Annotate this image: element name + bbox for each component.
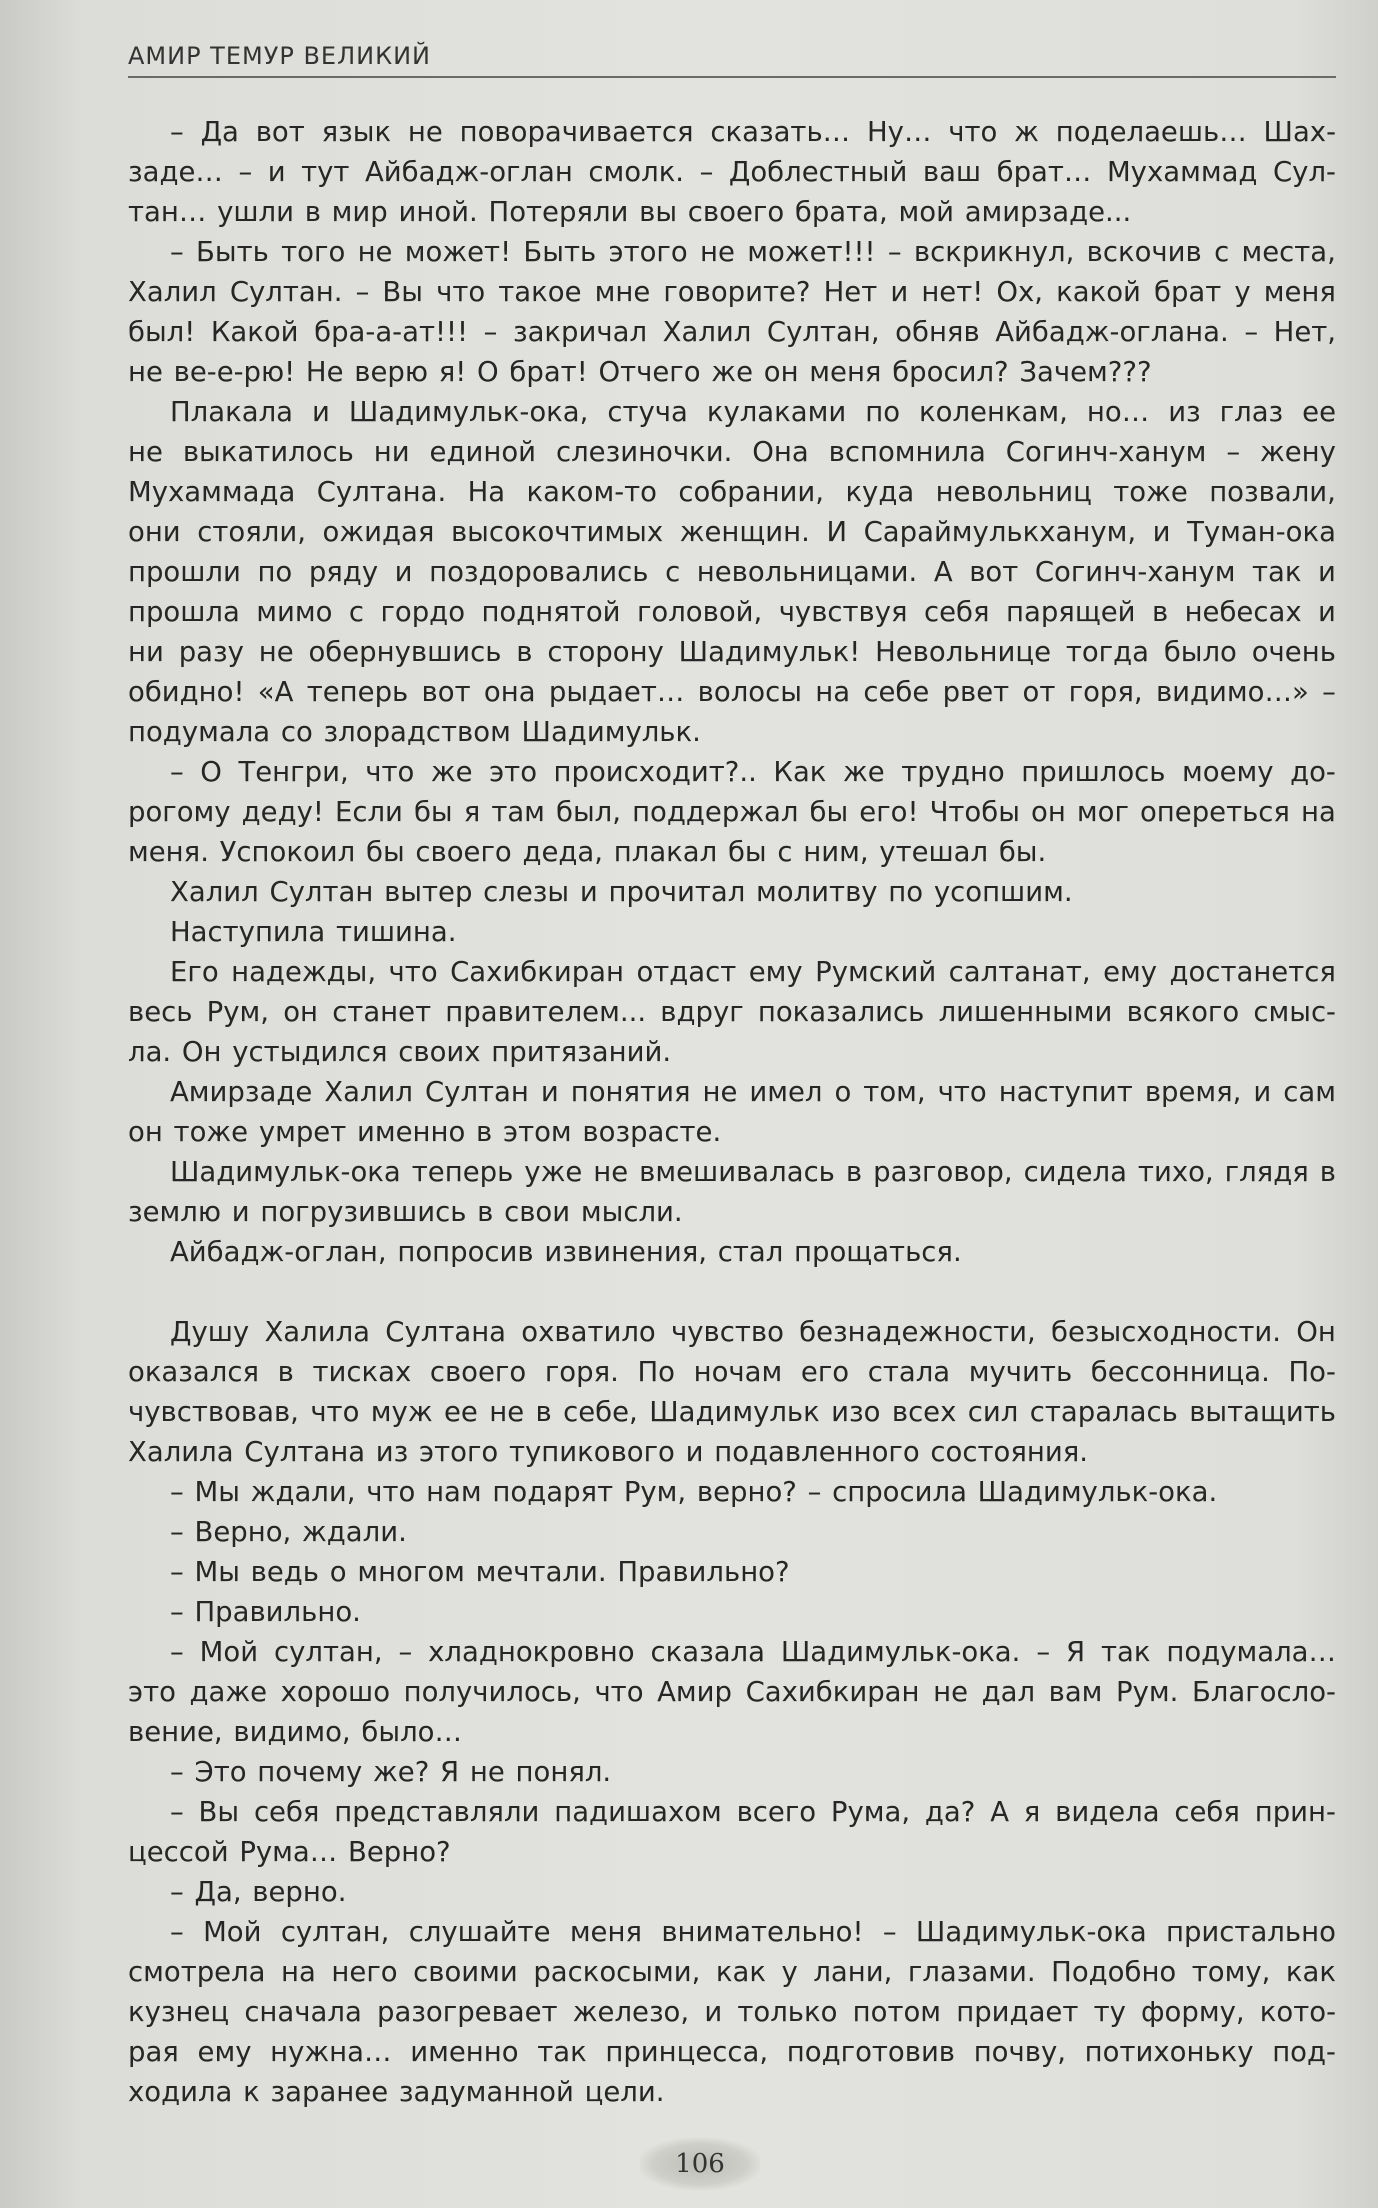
line-text: вение, видимо, было… <box>128 1716 462 1748</box>
line-text: цессой Рума… Верно? <box>128 1836 451 1868</box>
text-line <box>128 1272 1336 1312</box>
text-line <box>128 472 1336 512</box>
text-line <box>128 632 1336 672</box>
text-line <box>128 1072 1336 1112</box>
text-line <box>128 1712 1336 1752</box>
text-line <box>128 352 1336 392</box>
line-text: обидно! «А теперь вот она рыдает… волосы на себе рвет от горя, видимо…» – <box>128 676 1336 708</box>
text-line <box>128 552 1336 592</box>
line-text: – Вы себя представляли падишахом всего Рума, да? А я видела себя прин- <box>170 1796 1336 1828</box>
line-text: Его надежды, что Сахибкиран отдаст ему Румский салтанат, ему достанется <box>170 956 1336 988</box>
text-line <box>128 1392 1336 1432</box>
text-line <box>128 1352 1336 1392</box>
line-text: ла. Он устыдился своих притязаний. <box>128 1036 672 1068</box>
line-text: – Мы ждали, что нам подарят Рум, верно? – спросила Шадимульк-ока. <box>170 1476 1218 1508</box>
body-text <box>128 112 1336 2112</box>
text-line <box>128 1832 1336 1872</box>
text-line <box>128 872 1336 912</box>
line-text: – О Тенгри, что же это происходит?.. Как же трудно пришлось моему до- <box>170 756 1336 788</box>
page-number: 106 <box>640 2138 760 2190</box>
line-text: был! Какой бра-а-ат!!! – закричал Халил Султан, обняв Айбадж-оглана. – Нет, <box>128 316 1336 348</box>
line-text: прошла мимо с гордо поднятой головой, чувствуя себя парящей в небесах и <box>128 596 1336 628</box>
line-text: Халила Султана из этого тупикового и подавленного состояния. <box>128 1436 1088 1468</box>
text-line <box>128 1152 1336 1192</box>
text-line <box>128 1032 1336 1072</box>
text-line <box>128 2072 1336 2112</box>
line-text: чувствовав, что муж ее не в себе, Шадимульк изо всех сил старалась вытащить <box>128 1396 1336 1428</box>
text-line <box>128 1552 1336 1592</box>
text-line <box>128 1672 1336 1712</box>
text-line <box>128 232 1336 272</box>
line-text: Плакала и Шадимульк-ока, стуча кулаками по коленкам, но… из глаз ее <box>170 396 1336 428</box>
line-text: – Быть того не может! Быть этого не может!!! – вскрикнул, вскочив с места, <box>170 236 1336 268</box>
text-line <box>128 752 1336 792</box>
text-line <box>128 1192 1336 1232</box>
line-text: – Верно, ждали. <box>170 1516 407 1548</box>
line-text: Наступила тишина. <box>170 916 457 948</box>
text-line <box>128 1992 1336 2032</box>
line-text: – Мы ведь о многом мечтали. Правильно? <box>170 1556 790 1588</box>
line-text: – Мой султан, слушайте меня внимательно! – Шадимульк-ока пристально <box>170 1916 1336 1948</box>
text-line <box>128 832 1336 872</box>
line-text: прошли по ряду и поздоровались с невольницами. А вот Согинч-ханум так и <box>128 556 1336 588</box>
line-text: Амирзаде Халил Султан и понятия не имел о том, что наступит время, и сам <box>170 1076 1336 1108</box>
line-text: весь Рум, он станет правителем... вдруг показались лишенными всякого смыс- <box>128 996 1336 1028</box>
text-line <box>128 672 1336 712</box>
line-text: – Да, верно. <box>170 1876 347 1908</box>
text-line <box>128 1752 1336 1792</box>
line-text: – Мой султан, – хладнокровно сказала Шадимульк-ока. – Я так подумала… <box>170 1636 1336 1668</box>
line-text: – Да вот язык не поворачивается сказать… Ну… что ж поделаешь… Шах- <box>170 116 1336 148</box>
line-text: – Это почему же? Я не понял. <box>170 1756 612 1788</box>
text-line <box>128 1632 1336 1672</box>
text-line <box>128 1912 1336 1952</box>
line-text: Душу Халила Султана охватило чувство безнадежности, безысходности. Он <box>170 1316 1336 1348</box>
text-line <box>128 1232 1336 1272</box>
line-text: Мухаммада Султана. На каком-то собрании, куда невольниц тоже позвали, <box>128 476 1336 508</box>
line-text: Халил Султан. – Вы что такое мне говорите? Нет и нет! Ох, какой брат у меня <box>128 276 1336 308</box>
line-text: ходила к заранее задуманной цели. <box>128 2076 665 2108</box>
text-line <box>128 1872 1336 1912</box>
text-line <box>128 1792 1336 1832</box>
text-line <box>128 312 1336 352</box>
text-line <box>128 192 1336 232</box>
line-text: Халил Султан вытер слезы и прочитал молитву по усопшим. <box>170 876 1073 908</box>
text-line <box>128 712 1336 752</box>
running-head: АМИР ТЕМУР ВЕЛИКИЙ <box>128 42 432 70</box>
line-text: ни разу не обернувшись в сторону Шадимульк! Невольнице тогда было очень <box>128 636 1336 668</box>
line-text: они стояли, ожидая высокочтимых женщин. И Сараймулькханум, и Туман-ока <box>128 516 1336 548</box>
line-text: Айбадж-оглан, попросив извинения, стал прощаться. <box>170 1236 962 1268</box>
line-text: тан… ушли в мир иной. Потеряли вы своего брата, мой амирзаде... <box>128 196 1132 228</box>
line-text: рогому деду! Если бы я там был, поддержал бы его! Чтобы он мог опереться на <box>128 796 1336 828</box>
line-text: кузнец сначала разогревает железо, и только потом придает ту форму, кото- <box>128 1996 1336 2028</box>
text-line <box>128 952 1336 992</box>
text-line <box>128 1592 1336 1632</box>
text-line <box>128 2032 1336 2072</box>
text-line <box>128 912 1336 952</box>
text-line <box>128 272 1336 312</box>
text-line <box>128 792 1336 832</box>
line-text: Шадимульк-ока теперь уже не вмешивалась в разговор, сидела тихо, глядя в <box>170 1156 1336 1188</box>
text-line <box>128 1432 1336 1472</box>
text-line <box>128 112 1336 152</box>
text-line <box>128 592 1336 632</box>
line-text: не выкатилось ни единой слезиночки. Она вспомнила Согинч-ханум – жену <box>128 436 1336 468</box>
text-line <box>128 1472 1336 1512</box>
text-line <box>128 1112 1336 1152</box>
text-line <box>128 512 1336 552</box>
text-line <box>128 1512 1336 1552</box>
line-text: это даже хорошо получилось, что Амир Сахибкиран не дал вам Рум. Благосло- <box>128 1676 1336 1708</box>
line-text: оказался в тисках своего горя. По ночам его стала мучить бессонница. По- <box>128 1356 1336 1388</box>
text-line <box>128 152 1336 192</box>
line-text: заде… – и тут Айбадж-оглан смолк. – Доблестный ваш брат… Мухаммад Сул- <box>128 156 1336 188</box>
text-line <box>128 392 1336 432</box>
text-line <box>128 1312 1336 1352</box>
line-text: подумала со злорадством Шадимульк. <box>128 716 701 748</box>
line-text: рая ему нужна… именно так принцесса, подготовив почву, потихоньку под- <box>128 2036 1336 2068</box>
text-line <box>128 1952 1336 1992</box>
line-text: – Правильно. <box>170 1596 361 1628</box>
header-rule <box>128 76 1336 78</box>
text-line <box>128 992 1336 1032</box>
line-text: не ве-е-рю! Не верю я! О брат! Отчего же он меня бросил? Зачем??? <box>128 356 1152 388</box>
line-text: смотрела на него своими раскосыми, как у лани, глазами. Подобно тому, как <box>128 1956 1336 1988</box>
line-text: он тоже умрет именно в этом возрасте. <box>128 1116 722 1148</box>
text-line <box>128 432 1336 472</box>
line-text: меня. Успокоил бы своего деда, плакал бы с ним, утешал бы. <box>128 836 1047 868</box>
line-text: землю и погрузившись в свои мысли. <box>128 1196 683 1228</box>
